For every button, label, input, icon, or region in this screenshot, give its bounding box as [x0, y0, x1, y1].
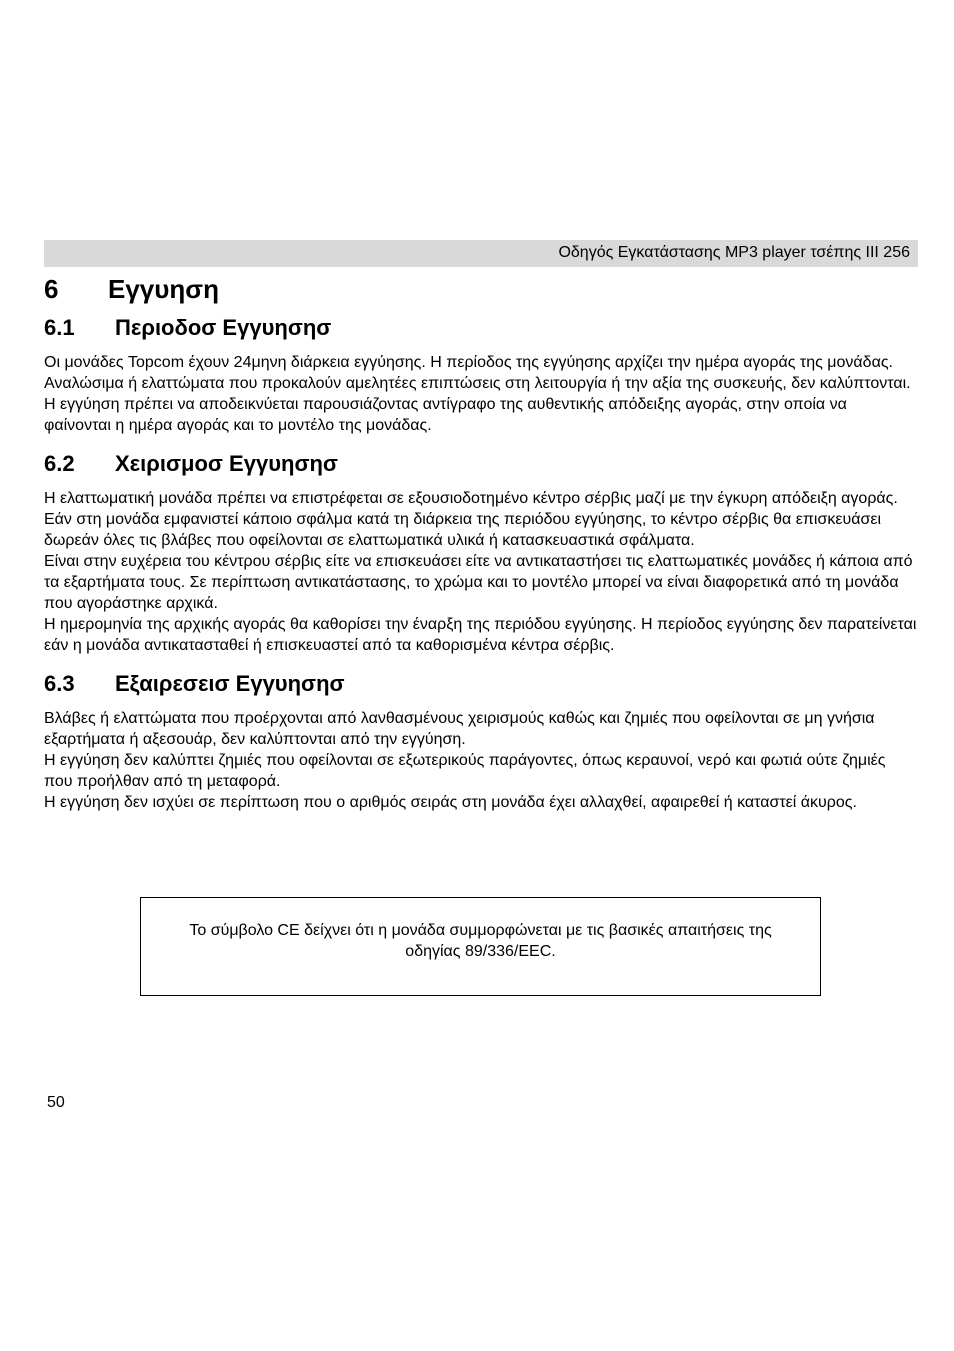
paragraph: Η ημερομηνία της αρχικής αγοράς θα καθορίσει την έναρξη της περιόδου εγγύησης. Η περίοδος εγγύησης δεν παρατείνεται εάν η μονάδα αντικατασταθεί ή επισκευαστεί από τα καθορισμένα κέντρα σέρβις.	[44, 616, 917, 654]
running-header	[44, 240, 918, 267]
section-number: 6.2	[44, 451, 75, 476]
section-heading	[44, 314, 918, 342]
section-heading	[44, 450, 918, 478]
section-warranty-exclusions	[44, 670, 918, 813]
paragraph: Η εγγύηση δεν ισχύει σε περίπτωση που ο αριθμός σειράς στη μονάδα έχει αλλαχθεί, αφαιρεθεί ή καταστεί άκυρος.	[44, 794, 857, 811]
chapter-title: Εγγυηση	[108, 274, 219, 304]
paragraph: Η εγγύηση δεν καλύπτει ζημιές που οφείλονται σε εξωτερικούς παράγοντες, όπως κεραυνοί, νερό και φωτιά ούτε ζημιές που προήλθαν από τη μεταφορά.	[44, 752, 886, 790]
section-title: Περιοδοσ Εγγυησησ	[115, 315, 332, 340]
section-number: 6.3	[44, 671, 75, 696]
section-title: Χειρισμοσ Εγγυησησ	[115, 451, 338, 476]
chapter-number: 6	[44, 274, 59, 304]
running-header-title: Οδηγός Εγκατάστασης MP3 player τσέπης III 256	[558, 244, 910, 261]
paragraph: Η ελαττωματική μονάδα πρέπει να επιστρέφεται σε εξουσιοδοτημένο κέντρο σέρβις μαζί με την έγκυρη απόδειξη αγοράς. Εάν στη μονάδα εμφανιστεί κάποιο σφάλμα κατά τη διάρκεια της περιόδου εγγύησης, το κέντρο σέρβις θα επισκευάσει δωρεάν όλες τις βλάβες που οφείλονται σε ελαττωματικά υλικά ή κατασκευαστικά σφάλματα.	[44, 490, 898, 549]
paragraph: Οι μονάδες Topcom έχουν 24μηνη διάρκεια εγγύησης. Η περίοδος της εγγύησης αρχίζει την ημέρα αγοράς της μονάδας. Αναλώσιμα ή ελαττώματα που προκαλούν αμελητέες επιπτώσεις στη λειτουργία ή την αξία της συσκευής, δεν καλύπτονται.	[44, 354, 911, 392]
section-warranty-handling	[44, 450, 918, 656]
ce-notice-text: Το σύμβολο CE δείχνει ότι η μονάδα συμμορφώνεται με τις βασικές απαιτήσεις της οδηγίας 89/336/EEC.	[189, 922, 772, 960]
section-warranty-period	[44, 314, 918, 436]
page-content	[44, 270, 918, 813]
section-title: Εξαιρεσεισ Εγγυησησ	[115, 671, 345, 696]
ce-notice-box	[140, 897, 821, 996]
paragraph: Η εγγύηση πρέπει να αποδεικνύεται παρουσιάζοντας αντίγραφο της αυθεντικής απόδειξης αγοράς, στην οποία να φαίνονται η ημέρα αγοράς και το μοντέλο της μονάδας.	[44, 396, 847, 434]
section-heading	[44, 670, 918, 698]
paragraph: Είναι στην ευχέρεια του κέντρου σέρβις είτε να επισκευάσει είτε να αντικαταστήσει τις ελαττωματικές μονάδες ή κάποια από τα εξαρτήματα τους. Σε περίπτωση αντικατάστασης, το χρώμα και το μοντέλο μπορεί να είναι διαφορετικά από τη μονάδα που αγοράστηκε αρχικά.	[44, 553, 913, 612]
page-number: 50	[47, 1094, 65, 1111]
section-number: 6.1	[44, 315, 75, 340]
paragraph: Βλάβες ή ελαττώματα που προέρχονται από λανθασμένους χειρισμούς καθώς και ζημιές που οφείλονται σε μη γνήσια εξαρτήματα ή αξεσουάρ, δεν καλύπτονται από την εγγύηση.	[44, 710, 875, 748]
chapter-heading	[44, 270, 918, 308]
